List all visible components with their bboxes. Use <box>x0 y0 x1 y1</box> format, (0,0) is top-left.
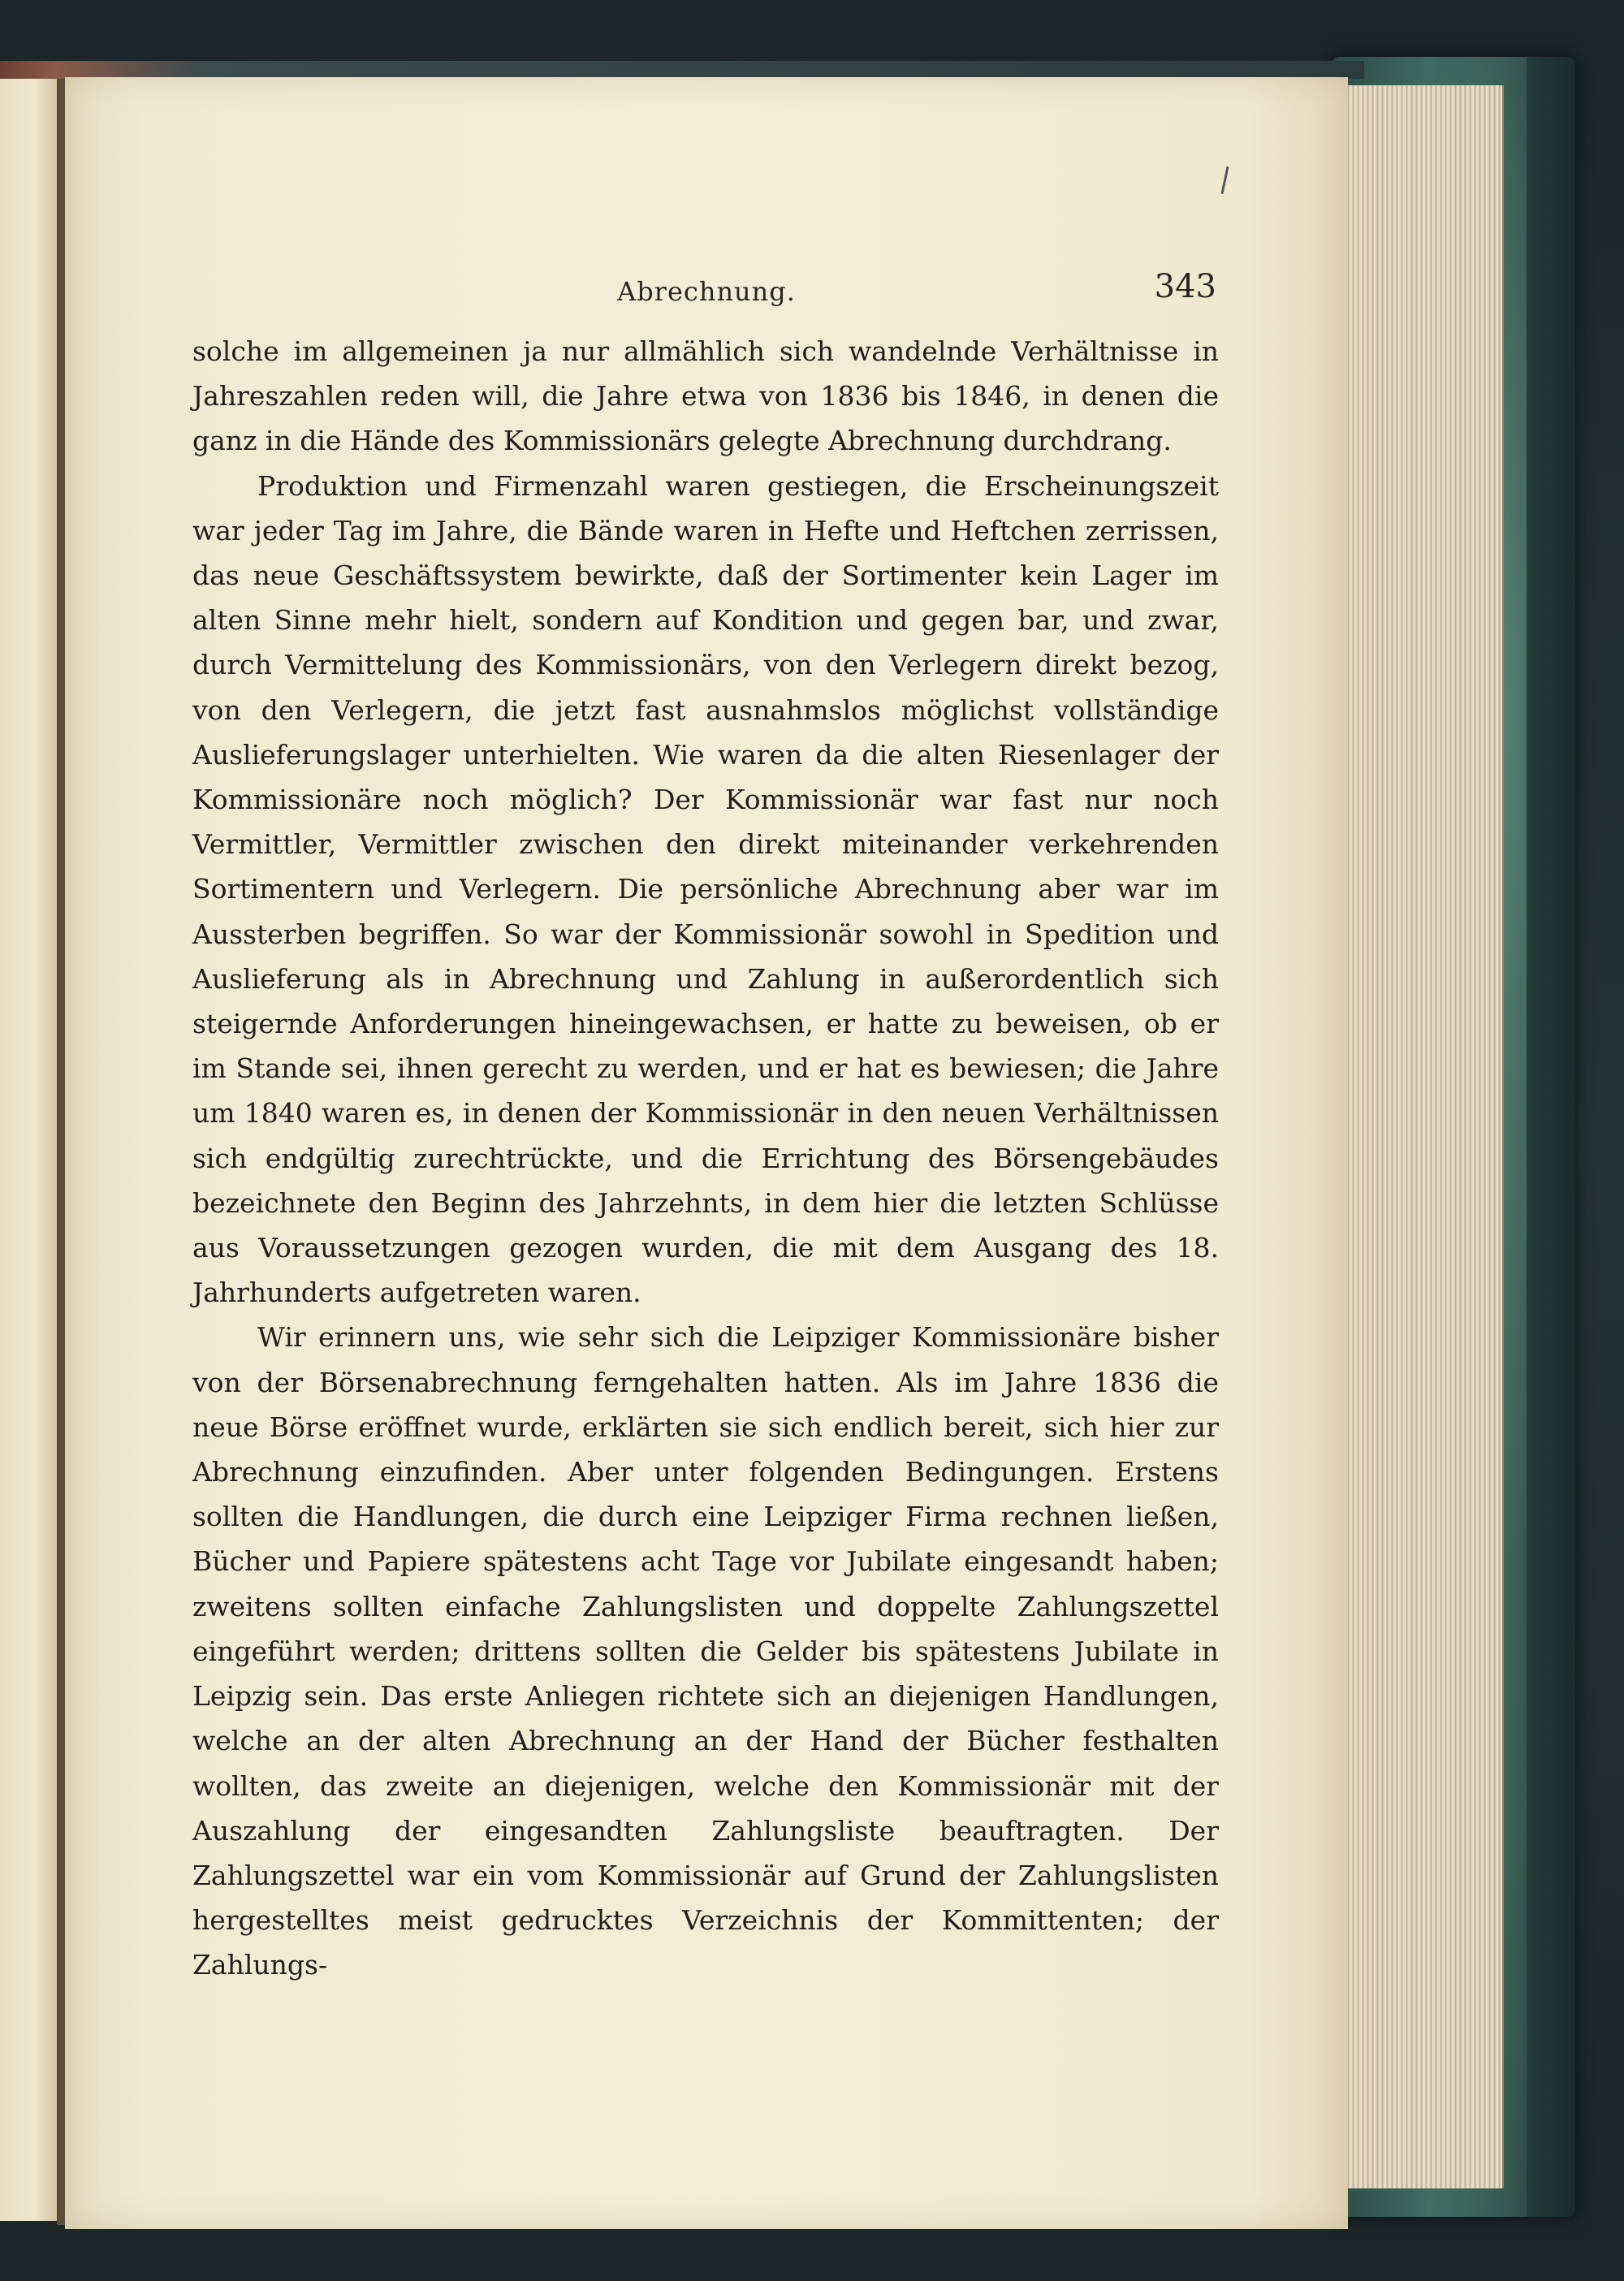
page-block-edges <box>1340 85 1504 2188</box>
book-page <box>65 77 1348 2229</box>
page-header <box>65 268 1348 317</box>
running-title: Abrechnung. <box>617 276 796 307</box>
pencil-margin-mark <box>1220 166 1229 194</box>
paragraph-produktion: Produktion und Firmenzahl waren gestiegen, die Erscheinungszeit war jeder Tag im Jahre, die Bände waren in Hefte und Heftchen zerrissen, das neue Geschäftssystem bewirkte, daß der Sortimenter kein Lager im alten Sinne mehr hielt, sondern auf Kondition und gegen bar, und zwar, durch Vermittelung des Kommissionärs, von den Verlegern direkt bezog, von den Verlegern, die jetzt fast ausnahmslos möglichst vollständige Auslieferungslager unterhielten. Wie waren da die alten Riesenlager der Kommissionäre noch möglich? Der Kommissionär war fast nur noch Vermittler, Vermittler zwischen den direkt miteinander verkehrenden Sortimentern und Verlegern. Die persönliche Abrechnung aber war im Aussterben begriffen. So war der Kommissionär sowohl in Spedition und Auslieferung als in Abrechnung und Zahlung in außerordentlich sich steigernde Anforderungen hineingewachsen, er hatte zu beweisen, ob er im Stande sei, ihnen gerecht zu werden, und er hat es bewiesen; die Jahre um 1840 waren es, in denen der Kommissionär in den neuen Verhältnissen sich endgültig zurechtrückte, und die Errichtung des Börsengebäudes bezeichnete den Beginn des Jahrzehnts, in dem hier die letzten Schlüsse aus Voraussetzungen gezogen wurden, die mit dem Ausgang des 18. Jahrhunderts aufgetreten waren. <box>192 469 1219 1309</box>
paragraph-wir-erinnern: Wir erinnern uns, wie sehr sich die Leipziger Kommissionäre bisher von der Börsenabrechnung ferngehalten hatten. Als im Jahre 1836 die neue Börse eröffnet wurde, erklärten sie sich endlich bereit, sich hier zur Abrechnung einzufinden. Aber unter folgenden Bedingungen. Erstens sollten die Handlungen, die durch eine Leipziger Firma rechnen ließen, Bücher und Papiere spätestens acht Tage vor Jubilate eingesandt haben; zweitens sollten einfache Zahlungslisten und doppelte Zahlungszettel eingeführt werden; drittens sollten die Gelder bis spätestens Jubilate in Leipzig sein. Das erste Anliegen richtete sich an diejenigen Handlungen, welche an der alten Abrechnung an der Hand der Bücher festhalten wollten, das zweite an diejenigen, welche den Kommissionär mit der Auszahlung der eingesandten Zahlungsliste beauftragten. Der Zahlungszettel war ein vom Kommissionär auf Grund der Zahlungslisten hergestelltes meist gedrucktes Verzeichnis der Kommittenten; der Zahlungs- <box>192 1321 1219 1981</box>
top-border-strip <box>0 61 1364 79</box>
paragraph-continued: solche im allgemeinen ja nur allmählich sich wandelnde Verhältnisse in Jahreszahlen reden will, die Jahre etwa von 1836 bis 1846, in denen die ganz in die Hände des Kommissionärs gelegte Abrechnung durchdrang. <box>192 335 1219 457</box>
page-number: 343 <box>1154 268 1216 305</box>
facing-page-sliver <box>0 77 58 2221</box>
body-text <box>192 329 1219 1988</box>
book-gutter <box>57 73 65 2225</box>
book-cover-edge <box>1527 57 1575 2217</box>
